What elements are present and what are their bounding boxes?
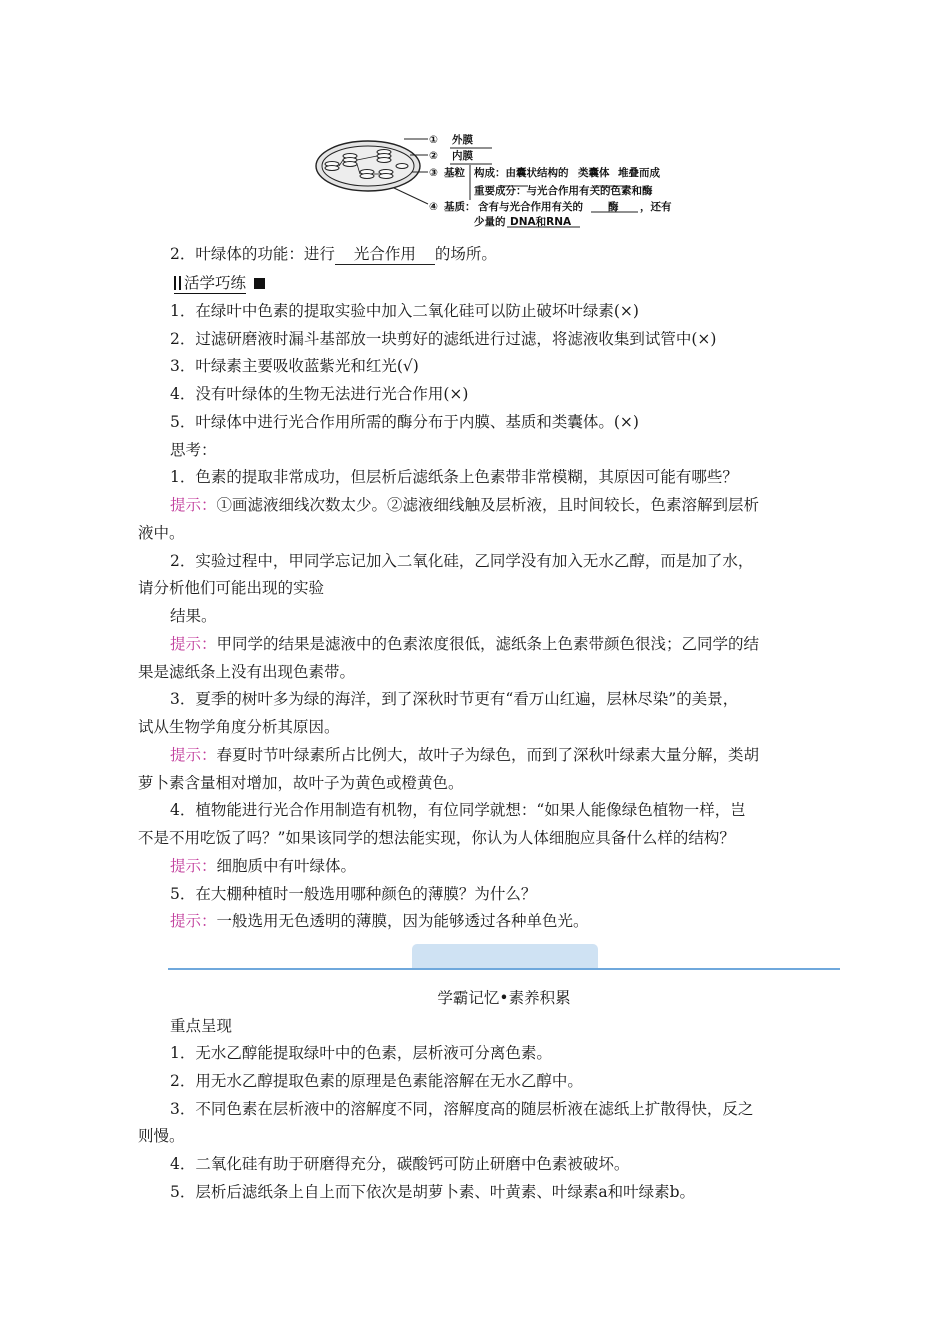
answer-5-text: 一般选用无色透明的薄膜，因为能够透过各种单色光。 — [216, 912, 589, 930]
question-4-line-1: 4．植物能进行光合作用制造有机物，有位同学就想：“如果人能像绿色植物一样，岂 — [170, 801, 746, 819]
practice-item: 3．叶绿素主要吸收蓝紫光和红光(√) — [170, 357, 419, 375]
chloroplast-illustration — [316, 141, 420, 191]
question-5: 5．在大棚种植时一般选用哪种颜色的薄膜？为什么？ — [170, 885, 537, 903]
key-point: 2．用无水乙醇提取色素的原理是色素能溶解在无水乙醇中。 — [170, 1072, 583, 1090]
grana-ingredient: 重要成分：与光合作用有关的色素和酶 — [474, 185, 653, 197]
label-stroma: 基质： — [444, 201, 476, 213]
question-3-line-2: 试从生物学角度分析其原因。 — [138, 718, 340, 736]
stroma-fill: 酶 — [608, 201, 619, 213]
key-point: 4．二氧化硅有助于研磨得充分，碳酸钙可防止研磨中色素被破坏。 — [170, 1155, 630, 1173]
question-2-line-2: 请分析他们可能出现的实验 — [138, 579, 325, 597]
grana-composition-prefix: 构成：由囊状结构的 — [474, 167, 569, 179]
practice-item: 4．没有叶绿体的生物无法进行光合作用(×) — [170, 385, 469, 403]
grana-composition-fill: 类囊体 — [578, 167, 610, 179]
function-suffix: 的场所。 — [434, 245, 497, 263]
hint-label: 提示： — [170, 635, 217, 653]
chloroplast-diagram — [312, 128, 682, 232]
label-num-4: ④ — [429, 201, 438, 213]
label-inner-membrane: 内膜 — [452, 150, 473, 162]
answer-2-line-2: 果是滤纸条上没有出现色素带。 — [138, 663, 356, 681]
section-subheading: 重点呈现 — [170, 1017, 233, 1035]
label-num-3: ③ — [429, 167, 438, 179]
answer-1-line-2: 液中。 — [138, 524, 185, 542]
hint-label: 提示： — [170, 496, 217, 514]
section-divider — [168, 968, 840, 970]
label-num-1: ① — [429, 134, 438, 146]
key-point: 3．不同色素在层析液中的溶解度不同，溶解度高的随层析液在滤纸上扩散得快，反之 — [170, 1100, 754, 1118]
bar-mark-icon — [174, 276, 176, 290]
answer-3-line-1: 春夏时节叶绿素所占比例大，故叶子为绿色，而到了深秋叶绿素大量分解，类胡 — [216, 746, 760, 764]
label-num-2: ② — [429, 150, 438, 162]
answer-4-text: 细胞质中有叶绿体。 — [216, 857, 357, 875]
stroma-fill2: DNA和RNA — [510, 216, 572, 228]
function-fill: 光合作用 — [335, 244, 435, 265]
answer-1 — [170, 495, 759, 515]
answer-5 — [170, 911, 589, 931]
hint-label: 提示： — [170, 912, 217, 930]
answer-1-line-1: ①画滤液细线次数太少。②滤液细线触及层析液，且时间较长，色素溶解到层析 — [216, 496, 760, 514]
label-grana: 基粒 — [444, 167, 465, 179]
question-1: 1．色素的提取非常成功，但层析后滤纸条上色素带非常模糊，其原因可能有哪些？ — [170, 468, 738, 486]
function-prefix: 2．叶绿体的功能：进行 — [170, 245, 335, 263]
practice-heading — [174, 273, 265, 293]
answer-3 — [170, 745, 759, 765]
think-heading: 思考： — [170, 441, 217, 459]
practice-item: 5．叶绿体中进行光合作用所需的酶分布于内膜、基质和类囊体。(×) — [170, 413, 639, 431]
practice-heading-text: 活学巧练 — [184, 274, 247, 292]
question-2-line-3: 结果。 — [170, 607, 217, 625]
hint-label: 提示： — [170, 746, 217, 764]
question-4-line-2: 不是不用吃饭了吗？”如果该同学的想法能实现，你认为人体细胞应具备什么样的结构？ — [138, 829, 735, 847]
practice-item: 2．过滤研磨液时漏斗基部放一块剪好的滤纸进行过滤，将滤液收集到试管中(×) — [170, 330, 717, 348]
section-tab — [412, 944, 598, 970]
chloroplast-function — [170, 244, 497, 265]
key-point: 5．层析后滤纸条上自上而下依次是胡萝卜素、叶黄素、叶绿素a和叶绿素b。 — [170, 1183, 696, 1201]
grana-composition-suffix: 堆叠而成 — [618, 167, 660, 179]
question-2-line-1: 2．实验过程中，甲同学忘记加入二氧化硅，乙同学没有加入无水乙醇，而是加了水， — [170, 552, 754, 570]
answer-4 — [170, 856, 356, 876]
stroma-prefix: 含有与光合作用有关的 — [478, 201, 583, 213]
key-point-continuation: 则慢。 — [138, 1127, 185, 1145]
stroma-suffix: ，还有 — [640, 201, 672, 213]
key-point: 1．无水乙醇能提取绿叶中的色素，层析液可分离色素。 — [170, 1044, 552, 1062]
answer-3-line-2: 萝卜素含量相对增加，故叶子为黄色或橙黄色。 — [138, 774, 464, 792]
stroma-line2: 少量的 — [474, 216, 506, 228]
question-3-line-1: 3．夏季的树叶多为绿的海洋，到了深秋时节更有“看万山红遍，层林尽染”的美景， — [170, 690, 739, 708]
hint-label: 提示： — [170, 857, 217, 875]
answer-2-line-1: 甲同学的结果是滤液中的色素浓度很低，滤纸条上色素带颜色很浅；乙同学的结 — [216, 635, 760, 653]
section-title: 学霸记忆•素养积累 — [437, 989, 571, 1007]
practice-item: 1．在绿叶中色素的提取实验中加入二氧化硅可以防止破坏叶绿素(×) — [170, 302, 639, 320]
square-bullet-icon — [254, 278, 265, 289]
label-outer-membrane: 外膜 — [452, 134, 473, 146]
bar-mark-icon — [179, 276, 181, 290]
answer-2 — [170, 634, 759, 654]
